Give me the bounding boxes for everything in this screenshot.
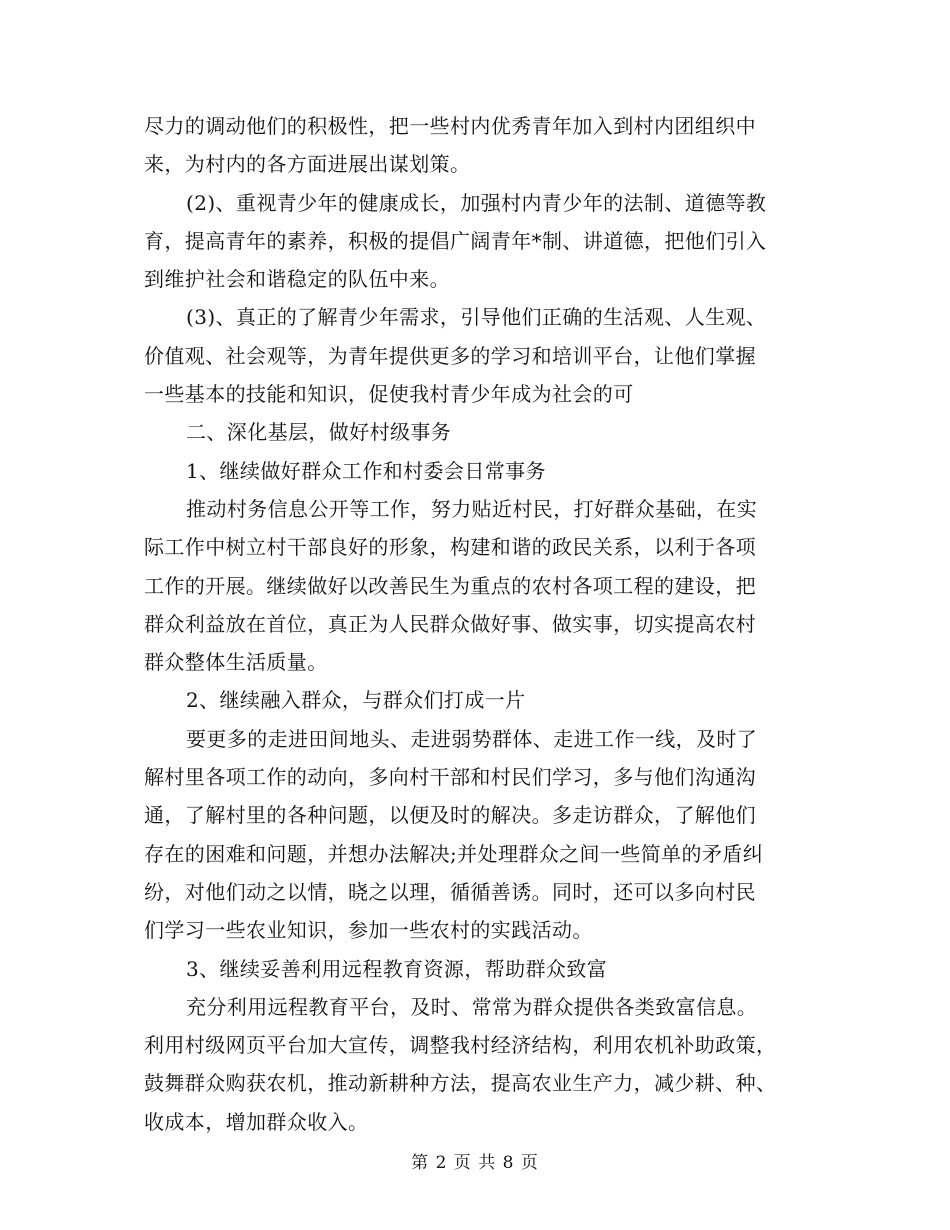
text-line: 价值观、社会观等，为青年提供更多的学习和培训平台，让他们掌握	[144, 343, 756, 368]
text-line: 通，了解村里的各种问题，以便及时的解决。多走访群众，了解他们	[144, 803, 756, 828]
text-line: 群众整体生活质量。	[144, 650, 328, 675]
text-line: 群众利益放在首位，真正为人民群众做好事、做实事，切实提高农村	[144, 611, 756, 636]
text-line: 尽力的调动他们的积极性，把一些村内优秀青年加入到村内团组织中	[144, 114, 756, 138]
text-line: 鼓舞群众购获农机，推动新耕种方法，提高农业生产力，减少耕、种、	[144, 1071, 777, 1096]
paragraph-start: 充分利用远程教育平台，及时、常常为群众提供各类致富信息。	[186, 994, 758, 1019]
document-body	[144, 107, 812, 1141]
text-line: 利用村级网页平台加大宣传，调整我村经济结构，利用农机补助政策，	[144, 1033, 777, 1058]
subsection-heading-1: 1、继续做好群众工作和村委会日常事务	[186, 458, 546, 483]
list-item-3: (3)、真正的了解青少年需求，引导他们正确的生活观、人生观、	[186, 305, 767, 330]
text-line: 们学习一些农业知识，参加一些农村的实践活动。	[144, 918, 593, 943]
text-line: 到维护社会和谐稳定的队伍中来。	[144, 267, 450, 292]
text-line: 存在的困难和问题，并想办法解决;并处理群众之间一些简单的矛盾纠	[144, 841, 764, 866]
text-line: 纷，对他们动之以情，晓之以理，循循善诱。同时，还可以多向村民	[144, 879, 756, 904]
page-number-footer: 第 2 页 共 8 页	[411, 1153, 539, 1173]
subsection-heading-3: 3、继续妥善利用远程教育资源，帮助群众致富	[186, 956, 608, 981]
text-line: 来，为村内的各方面进展出谋划策。	[144, 152, 471, 177]
paragraph-start: 要更多的走进田间地头、走进弱势群体、走进工作一线，及时了	[186, 726, 758, 751]
text-line: 收成本，增加群众收入。	[144, 1109, 369, 1134]
text-line: 工作的开展。继续做好以改善民生为重点的农村各项工程的建设，把	[144, 573, 756, 598]
section-heading: 二、深化基层，做好村级事务	[186, 420, 452, 445]
text-line: 际工作中树立村干部良好的形象，构建和谐的政民关系，以利于各项	[144, 535, 756, 560]
text-line: 解村里各项工作的动向，多向村干部和村民们学习，多与他们沟通沟	[144, 765, 756, 790]
paragraph-start: 推动村务信息公开等工作，努力贴近村民，打好群众基础，在实	[186, 496, 758, 521]
text-line: 育，提高青年的素养，积极的提倡广阔青年*制、讲道德，把他们引入	[144, 228, 767, 253]
subsection-heading-2: 2、继续融入群众，与群众们打成一片	[186, 688, 526, 713]
text-line: 一些基本的技能和知识，促使我村青少年成为社会的可	[144, 382, 634, 407]
list-item-2: (2)、重视青少年的健康成长，加强村内青少年的法制、道德等教	[186, 190, 767, 215]
